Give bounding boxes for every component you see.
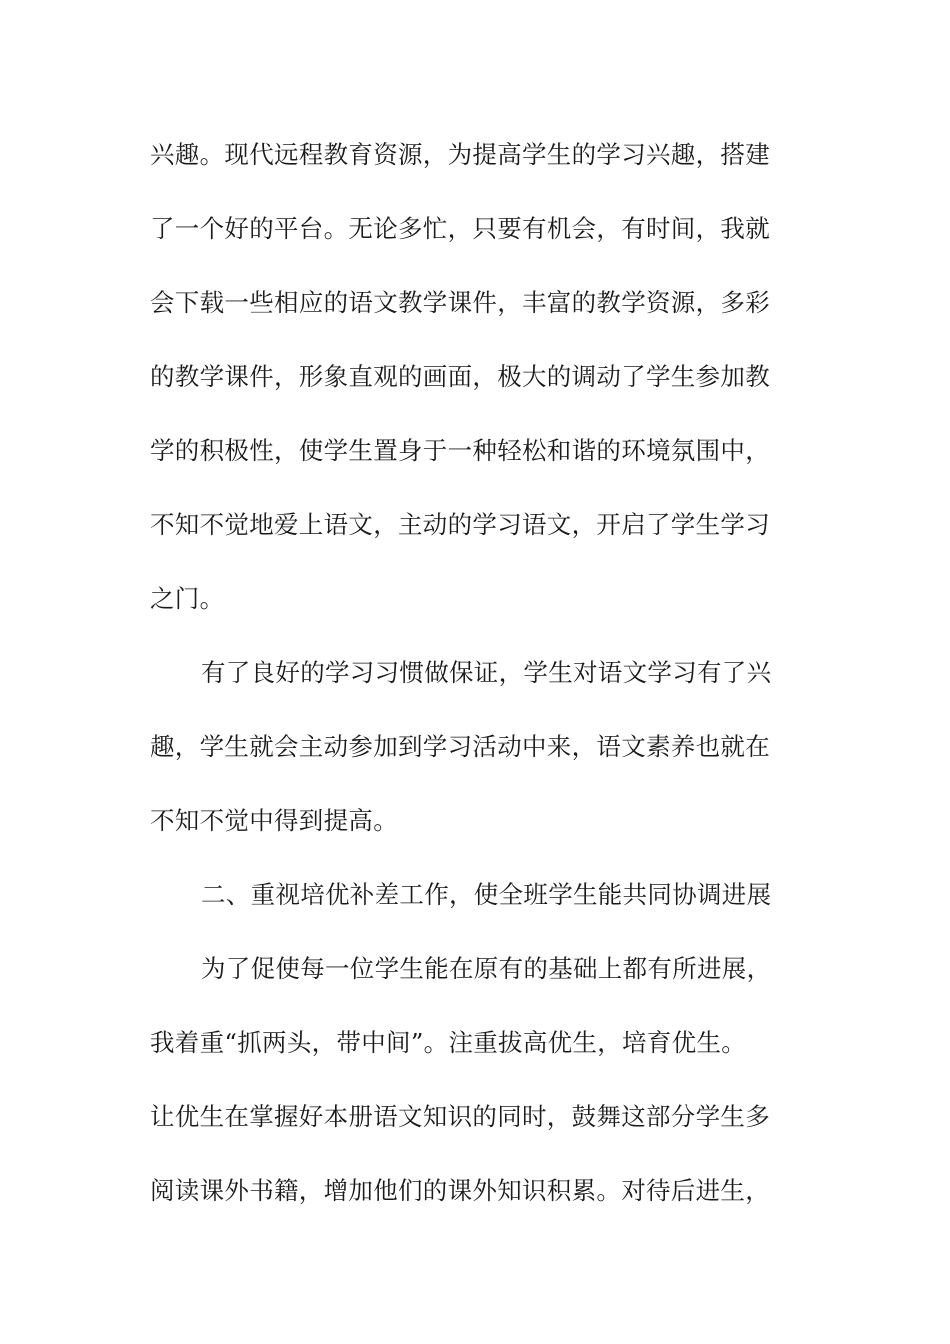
text-line: 了一个好的平台。无论多忙，只要有机会，有时间，我就: [150, 214, 770, 243]
text-line: 让优生在掌握好本册语文知识的同时，鼓舞这部分学生多: [150, 1102, 770, 1131]
text-line: 阅读课外书籍，增加他们的课外知识积累。对待后进生，: [150, 1176, 770, 1205]
text-line: 兴趣。现代远程教育资源，为提高学生的学习兴趣，搭建: [150, 140, 770, 169]
text-line: 之门。: [150, 584, 225, 613]
text-line: 为了促使每一位学生能在原有的基础上都有所进展，: [201, 954, 772, 983]
text-line: 学的积极性，使学生置身于一种轻松和谐的环境氛围中，: [150, 436, 770, 465]
text-line: 的教学课件，形象直观的画面，极大的调动了学生参加教: [150, 362, 770, 391]
text-line: 不知不觉中得到提高。: [150, 806, 398, 835]
text-line: 不知不觉地爱上语文，主动的学习语文，开启了学生学习: [150, 510, 770, 539]
text-line: 会下载一些相应的语文教学课件，丰富的教学资源，多彩: [150, 288, 770, 317]
text-line: 有了良好的学习习惯做保证，学生对语文学习有了兴: [201, 658, 772, 687]
document-body: [150, 118, 800, 1228]
text-line: 二、重视培优补差工作，使全班学生能共同协调进展: [201, 880, 772, 909]
text-line: 趣，学生就会主动参加到学习活动中来，语文素养也就在: [150, 732, 770, 761]
text-line: 我着重“抓两头，带中间”。注重拔高优生，培育优生。: [150, 1028, 747, 1057]
